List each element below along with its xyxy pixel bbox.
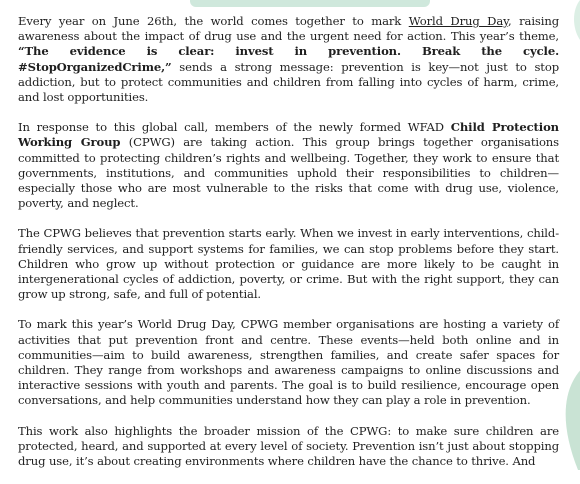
cpwg-text-end: (CPWG) are taking action. This group brings together organisations committed to protecting children’s rights and wellbeing. Together, they work to ensure that governments, institutions, and communities uphold their responsibilities to children—especially those who are most vulnerable to the risks that come with drug use, violence, poverty, and neglect. (18, 135, 559, 211)
world-drug-day-link[interactable]: World Drug Day (408, 14, 509, 28)
paragraph-prevention: The CPWG believes that prevention starts early. When we invest in early interventions, child-friendly services, and support systems for families, we can stop problems before they start. Children who grow up without protection or guidance are more likely to be caught in intergenerational cycles of addiction, poverty, or crime. But with the right support, they can grow up strong, safe, and full of potential. (18, 226, 559, 302)
intro-text-start: Every year on June 26th, the world comes together to mark (18, 14, 409, 28)
article-body (18, 14, 559, 484)
leaf-edge-icon (566, 0, 580, 40)
intro-text-middle: , raising awareness about the impact of drug use and the urgent need for action. This year’s theme, (18, 14, 559, 44)
paragraph-intro (18, 14, 559, 105)
cpwg-group-name: Child Protection Working Group (18, 120, 559, 150)
paragraph-mission: This work also highlights the broader mission of the CPWG: to make sure children are protected, heard, and supported at every level of society. Prevention isn’t just about stopping drug use, it’s about creating environments where children have the chance to thrive. And (18, 423, 559, 469)
intro-text-end: sends a strong message: prevention is key—not just to stop addiction, but to protect communities and children from falling into cycles of harm, crime, and lost opportunities. (18, 59, 559, 105)
paragraph-activities: To mark this year’s World Drug Day, CPWG member organisations are hosting a variety of activities that put prevention front and centre. These events—held both online and in communities—aim to build awareness, strengthen families, and create safer spaces for children. They range from workshops and awareness campaigns to online discussions and interactive sessions with youth and parents. The goal is to build resilience, encourage open conversations, and help communities understand how they can play a role in prevention. (18, 317, 559, 408)
top-accent-band (190, 0, 430, 7)
cpwg-text-start: In response to this global call, members of the newly formed WFAD (18, 120, 451, 135)
theme-text: “The evidence is clear: invest in prevention. Break the cycle. #StopOrganizedCrime,” (18, 44, 559, 74)
paragraph-cpwg (18, 120, 559, 211)
